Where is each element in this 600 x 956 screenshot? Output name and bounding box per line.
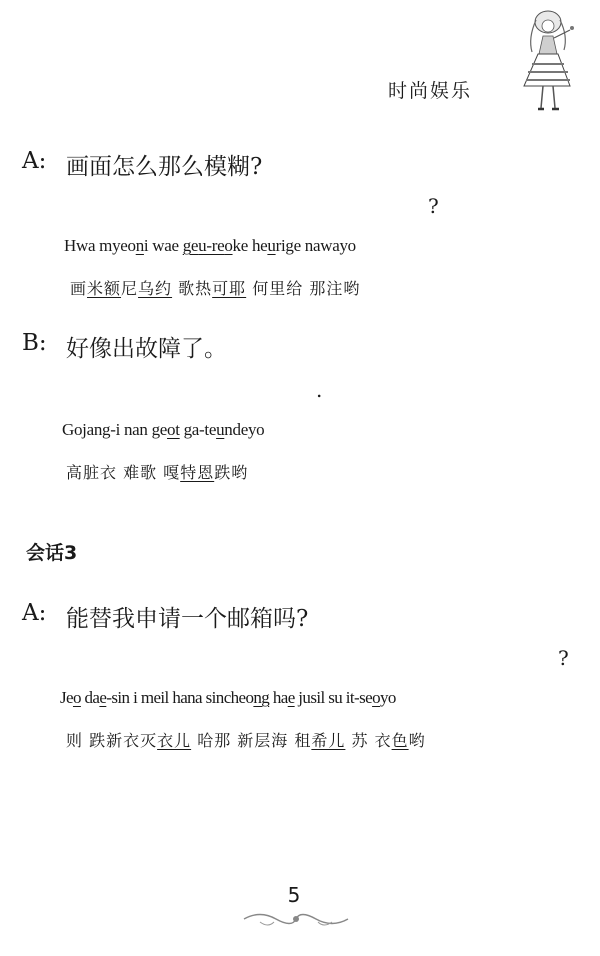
dialog1-a-hanzi-pronunciation: 画米额尼乌约 歌热可耶 何里给 那注哟	[70, 279, 361, 298]
dialog1-a-text: 画面怎么那么模糊?	[66, 154, 263, 180]
dialog2-a-text: 能替我申请一个邮箱吗?	[66, 606, 309, 632]
dialog2-a-label: A:	[22, 600, 47, 626]
fashion-girl-illustration	[510, 8, 582, 116]
dialog1-b-hanzi-pronunciation: 高脏衣 难歌 嘎特恩跌哟	[66, 463, 249, 482]
dialog2-a-romanization: Jeo dae-sin i meil hana sincheong hae jusil su it-seoyo	[60, 688, 396, 707]
dialog1-b-text: 好像出故障了。	[66, 336, 227, 362]
footer-ornament	[240, 908, 352, 930]
section-heading: 会话3	[26, 542, 78, 564]
page-number: 5	[287, 883, 301, 907]
dialog2-a-korean-punct: ?	[558, 646, 569, 670]
dialog1-a-romanization: Hwa myeoni wae geu-reoke heurige nawayo	[64, 236, 356, 255]
dialog1-a-korean-punct: ?	[428, 194, 439, 218]
dialog1-b-romanization: Gojang-i nan geot ga-teundeyo	[62, 420, 265, 439]
header-title: 时尚娱乐	[387, 80, 472, 102]
dialog1-b-label: B:	[22, 330, 47, 356]
dialog1-b-korean-punct: .	[316, 378, 323, 402]
dialog1-a-label: A:	[22, 148, 47, 174]
dialog2-a-hanzi-pronunciation: 则 跌新衣灭衣儿 哈那 新层海 租希儿 苏 衣色哟	[66, 731, 426, 750]
